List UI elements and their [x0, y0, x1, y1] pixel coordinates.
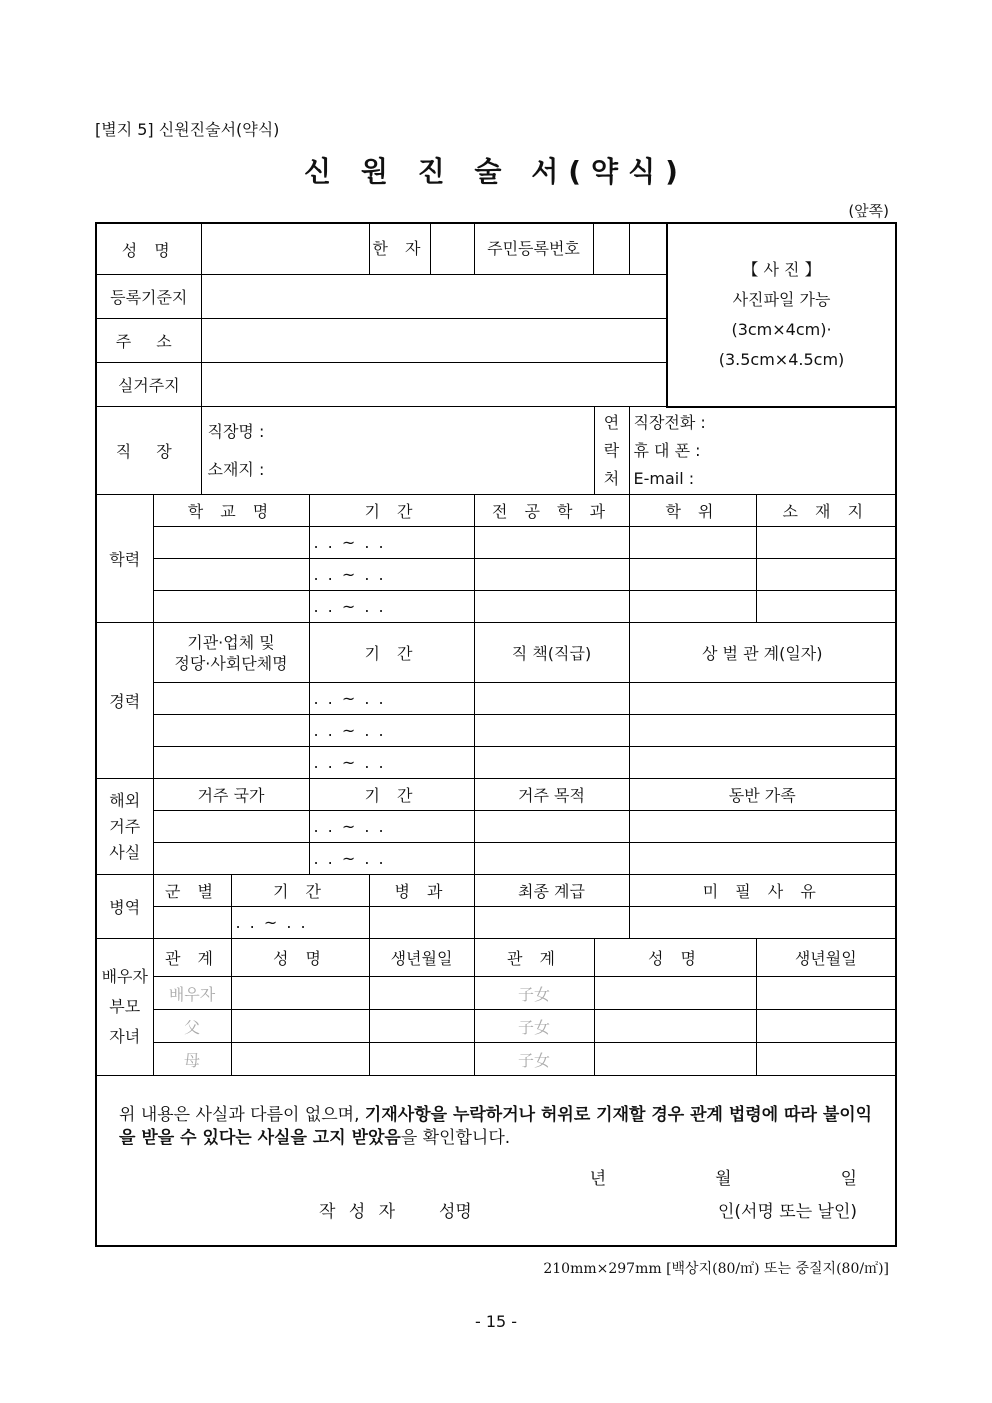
- label-family-2: 부모: [109, 997, 141, 1016]
- workplace-location-label: 소재지 :: [207, 459, 265, 479]
- fam-header-birth-l: 생년월일: [369, 939, 474, 977]
- fam-name-field[interactable]: [594, 977, 756, 1010]
- workplace-info[interactable]: [201, 407, 594, 495]
- edu-header-degree: 학 위: [629, 495, 756, 527]
- side-label: (앞쪽): [848, 202, 889, 220]
- overseas-country-field[interactable]: [153, 843, 309, 875]
- label-hanja-text: 한 자: [370, 224, 431, 274]
- edu-school-field[interactable]: [153, 591, 309, 623]
- fam-header-relation-l: 관 계: [153, 939, 231, 977]
- edu-major-field[interactable]: [474, 591, 629, 623]
- notice-part3: 을 확인합니다.: [400, 1128, 511, 1148]
- mil-rank-field[interactable]: [474, 907, 629, 939]
- month-label: 월: [715, 1169, 732, 1189]
- fam-birth-field[interactable]: [369, 1043, 474, 1076]
- label-family-3: 자녀: [109, 1027, 141, 1046]
- label-workplace: 직 장: [96, 407, 201, 495]
- edu-location-field[interactable]: [756, 591, 896, 623]
- overseas-header-period: 기 간: [309, 779, 474, 811]
- label-name: 성 명: [96, 223, 201, 275]
- fam-relation-child: 子女: [474, 1010, 594, 1043]
- fam-name-field[interactable]: [231, 1043, 369, 1076]
- resident-no-field-ext[interactable]: [629, 223, 667, 275]
- mil-reason-field[interactable]: [629, 907, 896, 939]
- fam-header-name-l: 성 명: [231, 939, 369, 977]
- registry-field[interactable]: [201, 275, 667, 319]
- edu-major-field[interactable]: [474, 527, 629, 559]
- overseas-purpose-field[interactable]: [474, 811, 629, 843]
- career-period-field[interactable]: . . ~ . .: [309, 683, 474, 715]
- label-office-phone: 직장전화 :: [633, 412, 706, 432]
- mil-header-reason: 미 필 사 유: [629, 875, 896, 907]
- overseas-header-purpose: 거주 목적: [474, 779, 629, 811]
- fam-name-field[interactable]: [594, 1043, 756, 1076]
- fam-name-field[interactable]: [594, 1010, 756, 1043]
- label-registry: 등록기준지: [96, 275, 201, 319]
- career-header-period: 기 간: [309, 623, 474, 683]
- seal-label[interactable]: 인(서명 또는 날인): [717, 1202, 858, 1222]
- signature-row: [119, 1201, 873, 1231]
- label-family-1: 배우자: [101, 967, 148, 986]
- year-label: 년: [589, 1169, 607, 1189]
- edu-header-school: 학 교 명: [153, 495, 309, 527]
- label-hanja: [369, 223, 474, 275]
- fam-header-birth-r: 생년월일: [756, 939, 896, 977]
- career-org-field[interactable]: [153, 715, 309, 747]
- mil-header-branch: 군 별: [153, 875, 231, 907]
- edu-header-location: 소 재 지: [756, 495, 896, 527]
- fam-relation-child: 子女: [474, 1043, 594, 1076]
- label-overseas-3: 사실: [109, 842, 141, 862]
- label-contact-3: 처: [603, 468, 620, 488]
- mil-header-specialty: 병 과: [369, 875, 474, 907]
- fam-birth-field[interactable]: [756, 977, 896, 1010]
- notice-part2: 기재사항을 누락하거나 허위로 기재할 경우 관계 법령에 따라 불이익을 받을 수 있다는 사실을 고지 받았음: [119, 1105, 873, 1148]
- overseas-family-field[interactable]: [629, 843, 896, 875]
- career-award-field[interactable]: [629, 747, 896, 779]
- overseas-header-family: 동반 가족: [629, 779, 896, 811]
- fam-name-field[interactable]: [231, 977, 369, 1010]
- label-military: 병역: [96, 875, 153, 939]
- label-contact-2: 락: [603, 440, 620, 460]
- overseas-country-field[interactable]: [153, 811, 309, 843]
- overseas-period-field[interactable]: . . ~ . .: [309, 811, 474, 843]
- career-award-field[interactable]: [629, 715, 896, 747]
- career-header-duty: 직 책(직급): [474, 623, 629, 683]
- label-resident-no: 주민등록번호: [475, 224, 594, 274]
- fam-relation-mother: 母: [153, 1043, 231, 1076]
- career-duty-field[interactable]: [474, 747, 629, 779]
- career-duty-field[interactable]: [474, 683, 629, 715]
- career-org-field[interactable]: [153, 683, 309, 715]
- photo-line3: (3.5cm×4.5cm): [718, 349, 845, 369]
- career-period-field[interactable]: . . ~ . .: [309, 747, 474, 779]
- name-field[interactable]: [201, 223, 369, 275]
- label-overseas-2: 거주: [109, 816, 141, 836]
- career-header-org-2: 정당·사회단체명: [174, 653, 288, 673]
- fam-birth-field[interactable]: [756, 1010, 896, 1043]
- career-header-org-1: 기관·업체 및: [187, 632, 275, 652]
- edu-school-field[interactable]: [153, 559, 309, 591]
- career-duty-field[interactable]: [474, 715, 629, 747]
- mil-branch-field[interactable]: [153, 907, 231, 939]
- fam-header-name-r: 성 명: [594, 939, 756, 977]
- fam-header-relation-r: 관 계: [474, 939, 594, 977]
- mil-specialty-field[interactable]: [369, 907, 474, 939]
- mil-header-rank: 최종 계급: [474, 875, 629, 907]
- edu-location-field[interactable]: [756, 527, 896, 559]
- writer-label: 작 성 자: [319, 1202, 400, 1222]
- edu-location-field[interactable]: [756, 559, 896, 591]
- label-residence: 실거주지: [96, 363, 201, 407]
- photo-box[interactable]: [667, 223, 896, 407]
- workplace-name-label: 직장명 :: [207, 421, 265, 441]
- edu-period-field[interactable]: . . ~ . .: [309, 527, 474, 559]
- fam-birth-field[interactable]: [369, 1010, 474, 1043]
- career-org-field[interactable]: [153, 747, 309, 779]
- photo-line1: 사진파일 가능: [732, 289, 831, 309]
- mil-header-period: 기 간: [231, 875, 369, 907]
- label-contact: [594, 407, 629, 495]
- edu-header-period: 기 간: [309, 495, 474, 527]
- residence-field[interactable]: [201, 363, 667, 407]
- fam-relation-spouse: 배우자: [153, 977, 231, 1010]
- photo-line2: (3cm×4cm)·: [731, 319, 832, 339]
- edu-degree-field[interactable]: [629, 559, 756, 591]
- attachment-label: [별지 5] 신원진술서(약식): [95, 120, 280, 139]
- photo-title: 【 사 진 】: [742, 259, 821, 279]
- date-row: [119, 1168, 873, 1191]
- writer-name-label: 성명: [439, 1202, 472, 1222]
- overseas-header-country: 거주 국가: [153, 779, 309, 811]
- fam-birth-field[interactable]: [369, 977, 474, 1010]
- edu-header-major: 전 공 학 과: [474, 495, 629, 527]
- fam-birth-field[interactable]: [756, 1043, 896, 1076]
- edu-degree-field[interactable]: [629, 591, 756, 623]
- notice-part1: 위 내용은 사실과 다름이 없으며,: [119, 1105, 365, 1125]
- career-period-field[interactable]: . . ~ . .: [309, 715, 474, 747]
- fam-name-field[interactable]: [231, 1010, 369, 1043]
- career-header-award: 상 벌 관 계(일자): [629, 623, 896, 683]
- edu-period-field[interactable]: . . ~ . .: [309, 591, 474, 623]
- label-family: [96, 939, 153, 1076]
- paper-size-note: 210mm×297mm [백상지(80/㎡) 또는 중질지(80/㎡)]: [543, 1261, 889, 1277]
- label-address: 주 소: [96, 319, 201, 363]
- edu-major-field[interactable]: [474, 559, 629, 591]
- resident-no-cell: [474, 223, 629, 275]
- fam-relation-father: 父: [153, 1010, 231, 1043]
- overseas-family-field[interactable]: [629, 811, 896, 843]
- label-education: 학력: [96, 495, 153, 623]
- contact-info[interactable]: [629, 407, 896, 495]
- label-overseas-1: 해외: [109, 790, 141, 810]
- label-email: E-mail :: [633, 468, 695, 488]
- edu-school-field[interactable]: [153, 527, 309, 559]
- mil-period-field[interactable]: . . ~ . .: [231, 907, 369, 939]
- fam-relation-child: 子女: [474, 977, 594, 1010]
- label-mobile: 휴 대 폰 :: [633, 440, 701, 460]
- page-number: - 15 -: [474, 1312, 518, 1331]
- label-overseas: [96, 779, 153, 875]
- label-career: 경력: [96, 623, 153, 779]
- overseas-purpose-field[interactable]: [474, 843, 629, 875]
- address-field[interactable]: [201, 319, 667, 363]
- edu-period-field[interactable]: . . ~ . .: [309, 559, 474, 591]
- overseas-period-field[interactable]: . . ~ . .: [309, 843, 474, 875]
- confirmation-notice: [96, 1076, 896, 1246]
- career-header-org: [153, 623, 309, 683]
- career-award-field[interactable]: [629, 683, 896, 715]
- notice-text: [119, 1104, 873, 1150]
- day-label: 일: [840, 1169, 858, 1189]
- personal-history-form: [95, 222, 897, 1247]
- edu-degree-field[interactable]: [629, 527, 756, 559]
- label-contact-1: 연: [603, 412, 620, 432]
- page-title: 신 원 진 술 서(약식): [304, 155, 688, 188]
